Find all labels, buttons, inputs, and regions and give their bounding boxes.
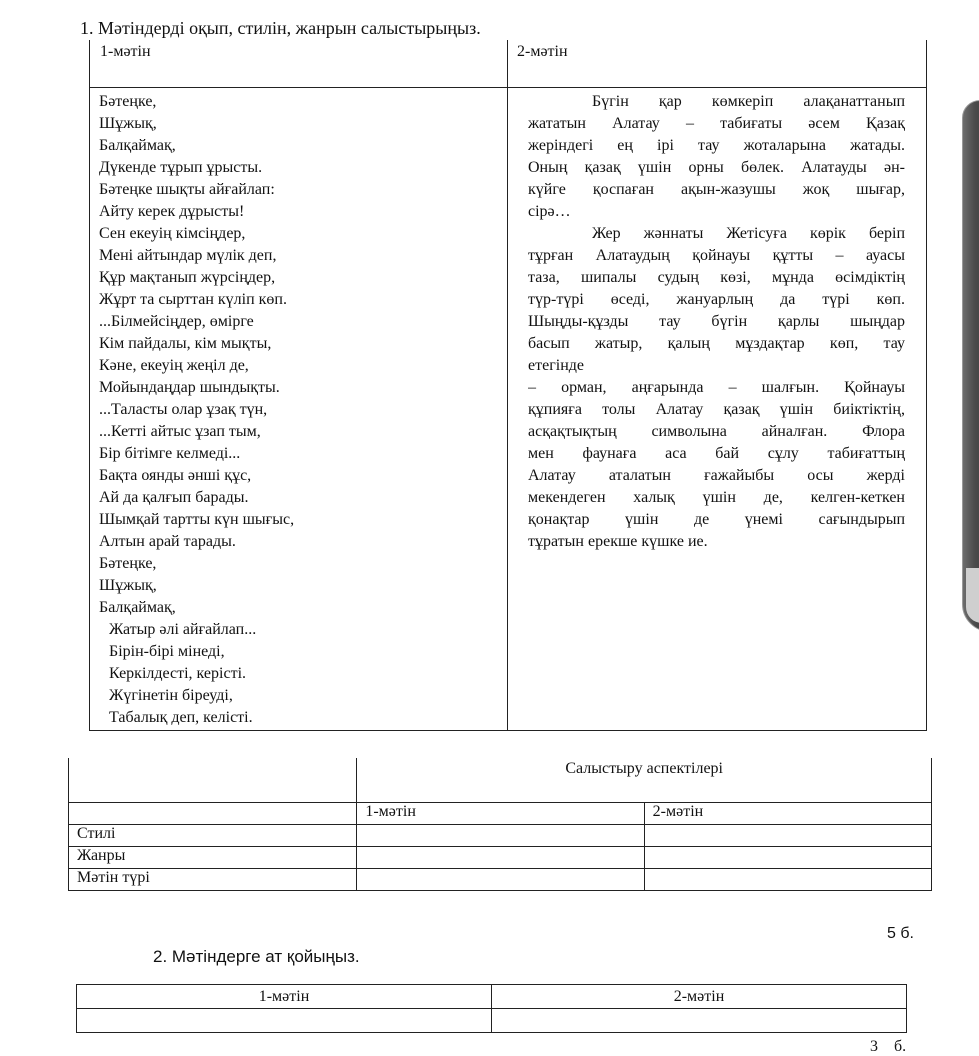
poem-line: Бәтеңке, [99,555,157,572]
answer-cell[interactable] [77,1009,492,1033]
comparison-corner-cell [69,758,357,802]
poem-line: Дүкенде тұрып ұрысты. [99,159,263,176]
table1-right-border [926,40,927,731]
prose-line: таза, шипалы судың көзі, мұнда өсімдіктің [528,269,905,286]
answer-cell[interactable] [357,868,644,890]
poem-line: Жатыр әлі айғайлап... [109,621,257,638]
poem-line: Ай да қалғып барады. [99,489,249,506]
answer-cell[interactable] [492,1009,907,1033]
table-row [69,824,932,846]
titles-col1-header: 1-мәтін [77,985,492,1009]
comparison-subheader-row [69,802,932,824]
poem-line: Бірін-бірі мінеді, [109,643,225,660]
poem-line: Шұжық, [99,577,157,594]
device-edge [962,100,979,632]
table-row [69,868,932,890]
poem-line: Кәне, екеуің жеңіл де, [99,357,249,374]
table1-col1-header: 1-мәтін [100,43,151,60]
poem-line: Құр мақтанып жүрсіңдер, [99,269,276,286]
prose-line: тұрған Алатаудың қойнауы құтты – ауасы [528,247,905,264]
question-2-title: 2. Мәтіндерге ат қойыңыз. [153,947,360,966]
poem-line: Жүгінетін біреуді, [109,687,233,704]
prose-line: мекендеген халық үшін де, келген-кеткен [528,489,905,506]
poem-line: Жұрт та сырттан күліп көп. [99,291,287,308]
table1-col2-header: 2-мәтін [517,43,568,60]
answer-cell[interactable] [357,846,644,868]
titles-answer-row [77,1009,907,1033]
prose-line: жататын Алатау – табиғаты әсем Қазақ [528,115,905,132]
poem-line: Шұжық, [99,115,157,132]
titles-header-row [77,985,907,1009]
table1-bottom-border [89,730,927,731]
prose-line: – орман, аңғарында – шалғын. Қойнауы [528,379,905,396]
poem-line: Мойындаңдар шындықты. [99,379,280,396]
poem-line: Алтын арай тарады. [99,533,236,550]
prose-line: асқақтықтың символына айналған. Флора [528,423,905,440]
comparison-col1-header: 1-мәтін [357,802,644,824]
table1-left-border [89,40,90,731]
poem-line: Сен екеуің кімсіңдер, [99,225,246,242]
poem-line: Бәтеңке шықты айғайлап: [99,181,275,198]
prose-line: мен фаунаға аса бай сұлу табиғаттың [528,445,905,462]
prose-line: Жер жәннаты Жетісуға көрік беріп [592,225,905,242]
poem-line: Шымқай тартты күн шығыс, [99,511,295,528]
text1-poem [99,91,499,729]
row-label-genre: Жанры [69,846,357,868]
poem-line: Балқаймақ, [99,599,176,616]
points-label-1: 5 б. [887,925,914,942]
answer-cell[interactable] [644,868,931,890]
poem-line: Балқаймақ, [99,137,176,154]
points-label-2: 3 б. [870,1038,907,1055]
titles-table [76,984,907,1033]
text2-prose [528,91,905,553]
poem-line: Айту керек дұрысты! [99,203,245,220]
comparison-empty-cell [69,802,357,824]
poem-line: Бәтеңке, [99,93,157,110]
prose-line: Бүгін қар көмкеріп алақанаттанып [592,93,905,110]
row-label-text-type: Мәтін түрі [69,868,357,890]
answer-cell[interactable] [644,846,931,868]
poem-line: Бір бітімге келмеді... [99,445,241,462]
prose-line: Шыңды-құзды тау бүгін қарлы шыңдар [528,313,905,330]
prose-line: тұратын ерекше күшке ие. [528,533,708,550]
poem-line: ...Білмейсіңдер, өмірге [99,313,254,330]
titles-col2-header: 2-мәтін [492,985,907,1009]
answer-cell[interactable] [644,824,931,846]
prose-line: етегінде [528,357,585,374]
table-row [69,846,932,868]
poem-line: ...Кетті айтыс ұзап тым, [99,423,261,440]
prose-line: басып жатыр, қалың мұздақтар көп, тау [528,335,905,352]
comparison-col2-header: 2-мәтін [644,802,931,824]
prose-line: Оның қазақ үшін орны бөлек. Алатауды ән- [528,159,905,176]
prose-line: құпияға толы Алатау қазақ үшін биіктіктің, [528,401,905,418]
poem-line: Бақта оянды әнші құс, [99,467,252,484]
table1-middle-border [507,40,508,731]
prose-line: күйге қоспаған ақын-жазушы жоқ шығар, [528,181,905,198]
question-1-title: 1. Мәтіндерді оқып, стилін, жанрын салыстырыңыз. [80,18,481,38]
row-label-style: Стилі [69,824,357,846]
prose-line: түр-түрі өседі, жануарлың да түрі көп. [528,291,905,308]
poem-line: Кім пайдалы, кім мықты, [99,335,272,352]
prose-line: Алатау аталатын ғажайыбы осы жерді [528,467,905,484]
poem-line: Табалық деп, келісті. [109,709,253,726]
answer-cell[interactable] [357,824,644,846]
poem-line: Мені айтындар мүлік деп, [99,247,277,264]
prose-line: қонақтар үшін де үнемі сағындырып [528,511,905,528]
prose-line: жеріндегі ең ірі тау жоталарына жатады. [528,137,905,154]
device-edge-highlight [966,568,979,623]
poem-line: Керкілдесті, керісті. [109,665,247,682]
poem-line: ...Таласты олар ұзақ түн, [99,401,268,418]
comparison-aspects-header: Салыстыру аспектілері [357,758,932,802]
table1-header-divider [89,87,927,88]
comparison-table [68,758,932,891]
comparison-header-row [69,758,932,802]
prose-line: сірә… [528,203,571,220]
